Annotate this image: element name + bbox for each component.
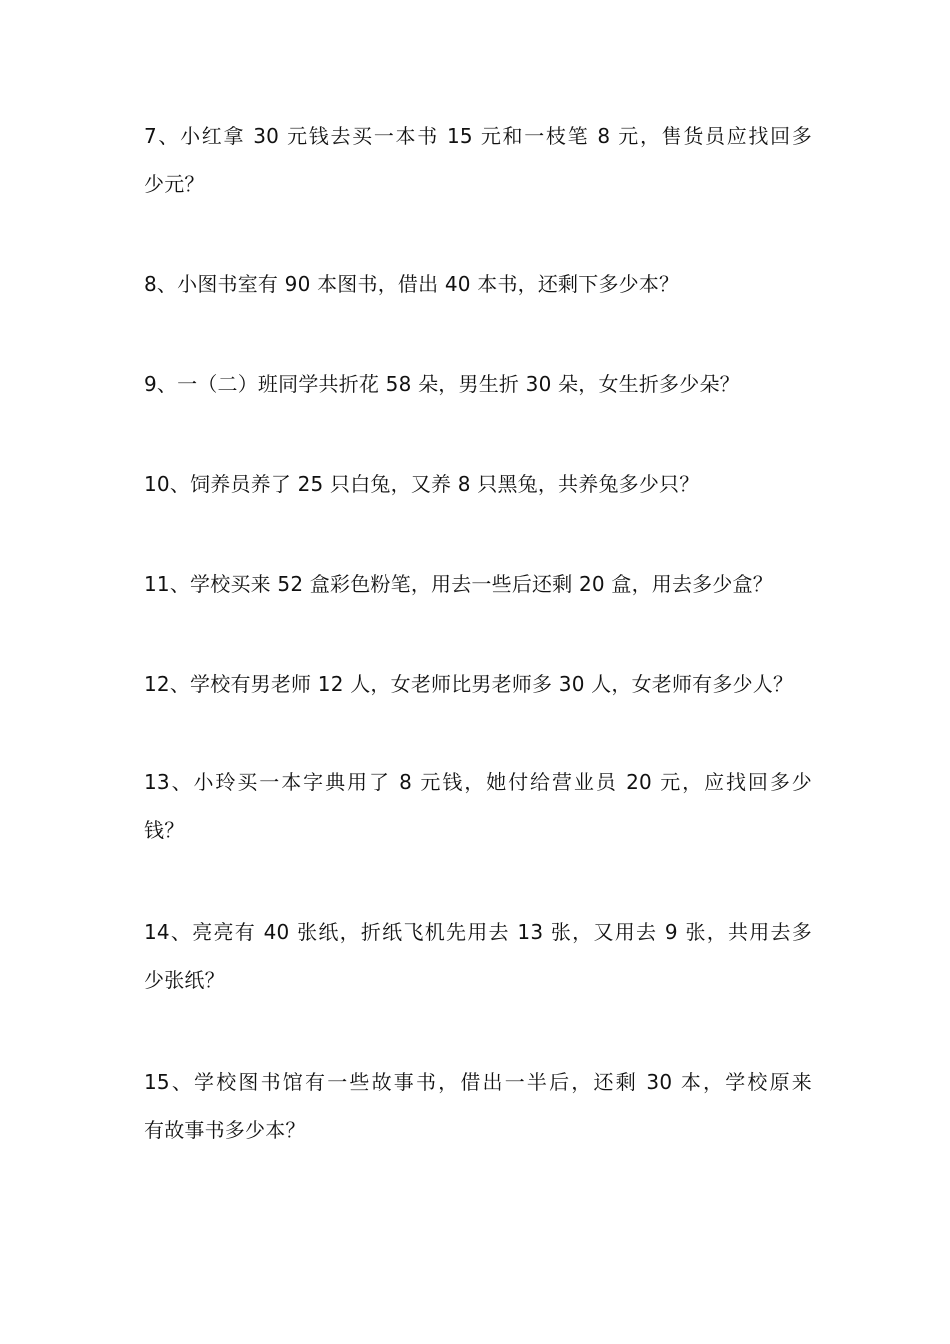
problem-text-line: 10、饲养员养了 25 只白兔，又养 8 只黑兔，共养兔多少只？ [144, 472, 700, 496]
problem-text-line: 15、学校图书馆有一些故事书，借出一半后，还剩 30 本，学校原来 [144, 1070, 812, 1094]
problem-text-line: 14、亮亮有 40 张纸，折纸飞机先用去 13 张，又用去 9 张，共用去多 [144, 920, 812, 944]
word-problem-9 [144, 360, 812, 408]
word-problem-14 [144, 908, 812, 1004]
word-problem-13 [144, 758, 812, 854]
word-problem-10 [144, 460, 812, 508]
problem-text-line: 钱？ [144, 818, 185, 842]
word-problem-8 [144, 260, 812, 308]
problem-text-line: 7、小红拿 30 元钱去买一本书 15 元和一枝笔 8 元，售货员应找回多 [144, 124, 812, 148]
problem-text-line: 8、小图书室有 90 本图书，借出 40 本书，还剩下多少本？ [144, 272, 680, 296]
word-problem-15 [144, 1058, 812, 1154]
word-problem-7 [144, 112, 812, 208]
word-problem-11 [144, 560, 812, 608]
problem-text-line: 13、小玲买一本字典用了 8 元钱，她付给营业员 20 元，应找回多少 [144, 770, 812, 794]
problem-text-line: 少张纸？ [144, 968, 225, 992]
problem-text-line: 11、学校买来 52 盒彩色粉笔，用去一些后还剩 20 盒，用去多少盒？ [144, 572, 773, 596]
problem-text-line: 9、一（二）班同学共折花 58 朵，男生折 30 朵，女生折多少朵？ [144, 372, 740, 396]
problem-text-line: 12、学校有男老师 12 人，女老师比男老师多 30 人，女老师有多少人？ [144, 672, 794, 696]
problem-text-line: 少元？ [144, 172, 205, 196]
word-problem-12 [144, 660, 812, 708]
problem-text-line: 有故事书多少本？ [144, 1118, 306, 1142]
